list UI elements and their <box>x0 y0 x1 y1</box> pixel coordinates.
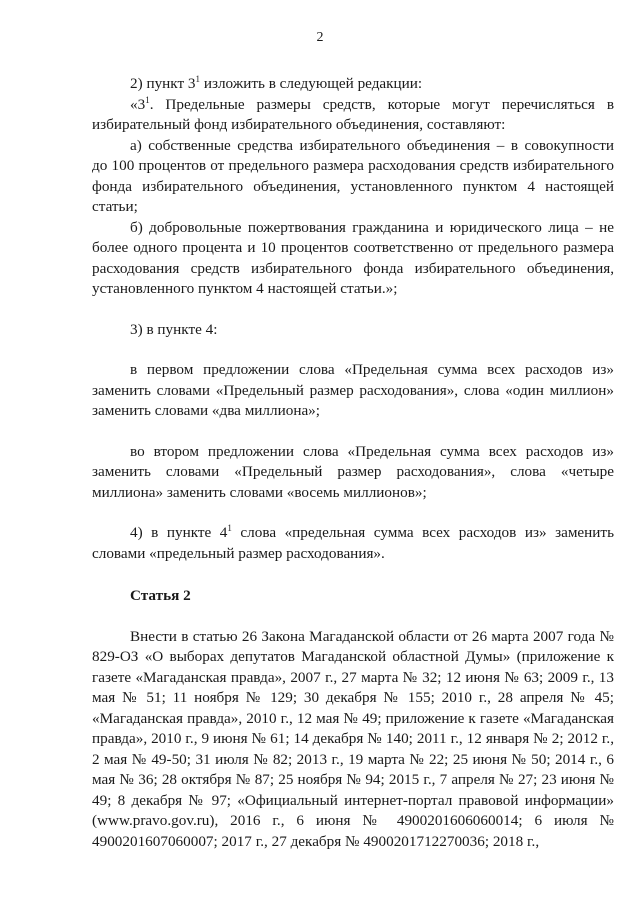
item-2-quote-paragraph: «$3^1$. Предельные размеры средств, которые могут перечисляться в избирательный фонд избирательного объединения, составляют: <box>92 94 614 133</box>
item-2-subitem-b: б) добровольные пожертвования гражданина и юридического лица – не более одного процента и 10 процентов соответственно от предельного размера расходования средств избирательного фонда избирательного объединения, установленного пунктом 4 настоящей статьи.»; <box>92 218 614 297</box>
item-2-subitem-a: а) собственные средства избирательного объединения – в совокупности до 100 процентов от предельного размера расходования средств избирательного фонда избирательного объединения, установленного пунктом 4 настоящей статьи; <box>92 136 614 215</box>
page-number: 2 <box>316 30 324 45</box>
article-2-text: Внести в статью 26 Закона Магаданской области от 26 марта 2007 года № 829-ОЗ «О выборах депутатов Магаданской областной Думы» (приложение к газете «Магаданская правда», 2007 г., 27 марта № 32; 12 июня № 63; 2009 г., 13 мая № 51; 11 ноября № 129; 30 декабря № 155; 2010 г., 28 апреля № 45; «Магаданская правда», 2010 г., 12 мая № 49; приложение к газете «Магаданская правда», 2010 г., 9 июня № 61; 14 декабря № 140; 2011 г., 12 января № 2; 2012 г., 2 мая № 49-50; 31 июля № 82; 2013 г., 19 марта № 22; 25 июня № 50; 2014 г., 6 мая № 36; 28 октября № 87; 25 ноября № 94; 2015 г., 7 апреля № 27; 23 июня № 49; 8 декабря № 97; «Официальный интернет-портал правовой информации» (www.pravo.gov.ru), 2016 г., 6 июня № 4900201606060014; 6 июля № 4900201607060007; 2017 г., 27 декабря № 4900201712270036; 2018 г., <box>92 627 614 850</box>
document-body <box>92 74 614 852</box>
article-2-heading: Статья 2 <box>130 587 191 604</box>
item-3-first-sentence: в первом предложении слова «Предельная сумма всех расходов из» заменить словами «Предельный размер расходования», слова «один миллион» заменить словами «два миллиона»; <box>92 361 614 419</box>
item-2-intro: 2) пункт $3^1$ изложить в следующей редакции: <box>130 73 423 92</box>
item-3-intro: 3) в пункте 4: <box>130 320 218 338</box>
item-3-second-sentence: во втором предложении слова «Предельная сумма всех расходов из» заменить словами «Предельный размер расходования», слова «четыре миллиона» заменить словами «восемь миллионов»; <box>92 442 614 501</box>
item-4-paragraph: 4) в пункте $4^1$ слова «предельная сумма всех расходов из» заменить словами «предельный размер расходования». <box>92 522 614 562</box>
